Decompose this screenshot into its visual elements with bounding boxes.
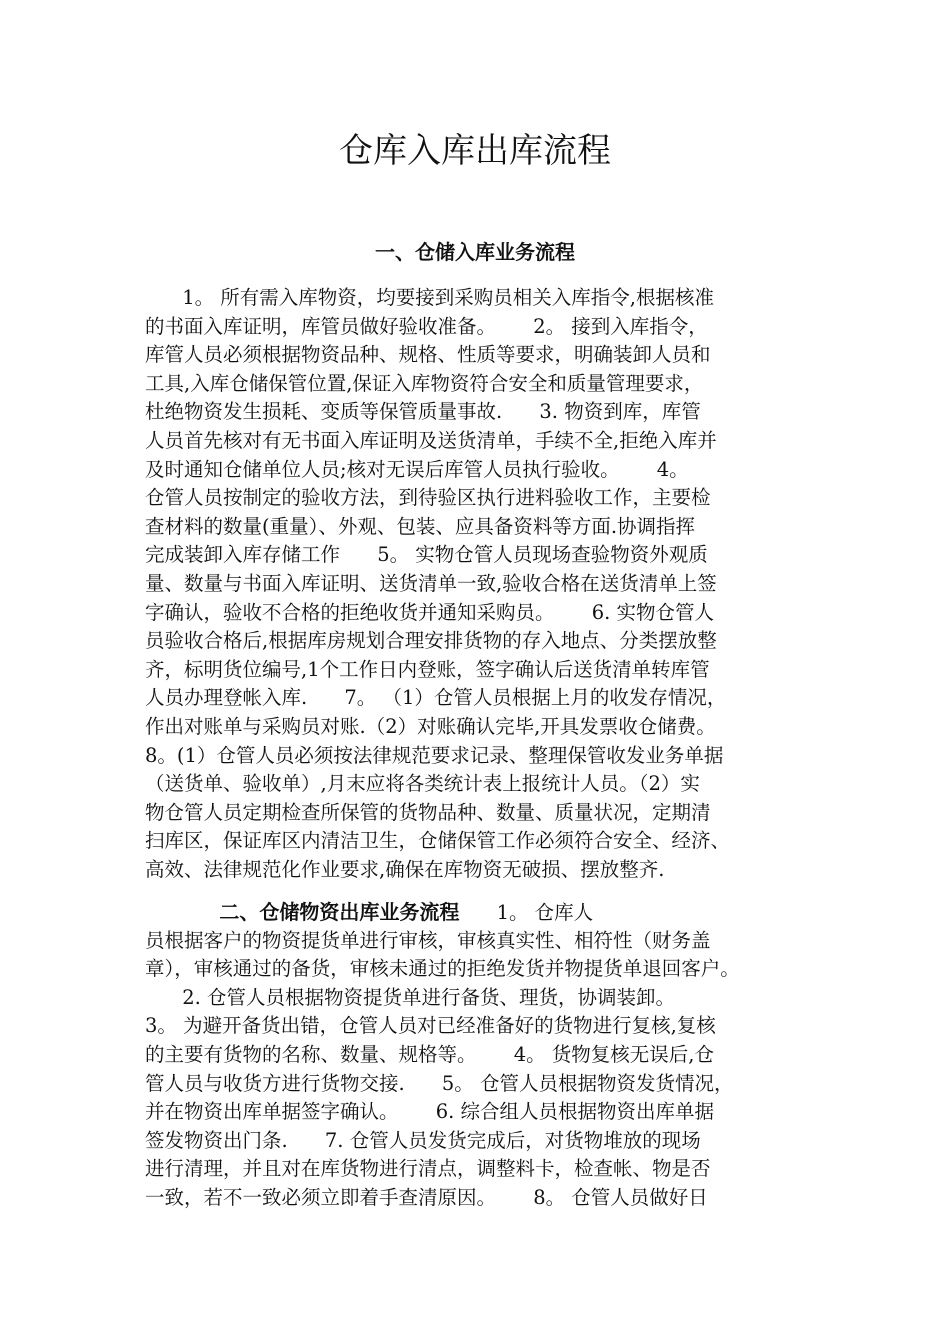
body-line: 仓管人员按制定的验收方法，到待验区执行进料验收工作，主要检	[145, 486, 711, 510]
body-line: （送货单、验收单）,月末应将各类统计表上报统计人员。（2）实	[145, 772, 700, 796]
body-line: 2. 仓管人员根据物资提货单进行备货、理货，协调装卸。	[145, 985, 675, 1009]
section-body-outbound	[145, 898, 825, 1213]
body-line: 扫库区，保证库区内清洁卫生，仓储保管工作必须符合安全、经济、	[145, 829, 731, 853]
body-line: 3。 为避开备货出错，仓管人员对已经准备好的货物进行复核,复核	[145, 1014, 716, 1038]
body-line: 签发物资出门条. 7. 仓管人员发货完成后，对货物堆放的现场	[145, 1128, 701, 1152]
body-line: 完成装卸入库存储工作 5。 实物仓管人员现场查验物资外观质	[145, 543, 708, 567]
body-line: 进行清理，并且对在库货物进行清点，调整料卡，检查帐、物是否	[145, 1157, 711, 1181]
body-line: 量、数量与书面入库证明、送货清单一致,验收合格在送货清单上签	[145, 571, 717, 595]
body-line: 8。(1）仓管人员必须按法律规范要求记录、整理保管收发业务单据	[145, 743, 724, 767]
body-line: 人员首先核对有无书面入库证明及送货清单，手续不全,拒绝入库并	[145, 428, 717, 452]
document-title: 仓库入库出库流程	[339, 131, 611, 171]
body-line: 齐，标明货位编号,1个工作日内登账，签字确认后送货清单转库管	[145, 657, 710, 681]
body-line: 1。 所有需入库物资，均要接到采购员相关入库指令,根据核准	[145, 286, 714, 309]
body-line: 的主要有货物的名称、数量、规格等。 4。 货物复核无误后,仓	[145, 1042, 714, 1066]
heading-indent	[145, 901, 219, 924]
body-line: 章），审核通过的备货，审核未通过的拒绝发货并物提货单退回客户。	[145, 957, 740, 981]
body-line: 一致，若不一致必须立即着手查清原因。 8。 仓管人员做好日	[145, 1185, 708, 1209]
section-heading-inbound: 一、仓储入库业务流程	[375, 240, 575, 264]
body-line: 物仓管人员定期检查所保管的货物品种、数量、质量状况，定期清	[145, 800, 711, 824]
section-heading-outbound: 二、仓储物资出库业务流程	[219, 900, 460, 924]
body-line: 杜绝物资发生损耗、变质等保管质量事故. 3. 物资到库，库管	[145, 400, 701, 424]
section-heading-line-outbound	[145, 898, 825, 927]
body-line: 高效、法律规范化作业要求,确保在库物资无破损、摆放整齐.	[145, 857, 665, 881]
body-line: 人员办理登帐入库. 7。 （1）仓管人员根据上月的收发存情况，	[145, 686, 727, 710]
body-line: 查材料的数量(重量）、外观、包装、应具备资料等方面.协调指挥	[145, 514, 696, 538]
body-line: 员验收合格后,根据库房规划合理安排货物的存入地点、分类摆放整	[145, 629, 717, 653]
body-line: 并在物资出库单据签字确认。 6. 综合组人员根据物资出库单据	[145, 1100, 714, 1124]
section-body-inbound	[145, 284, 825, 884]
body-line: 作出对账单与采购员对账.（2）对账确认完毕,开具发票收仓储费。	[145, 714, 716, 738]
body-line: 的书面入库证明，库管员做好验收准备。 2。 接到入库指令，	[145, 314, 708, 338]
body-line: 1。 仓库人	[459, 901, 594, 924]
body-line: 工具,入库仓储保管位置,保证入库物资符合安全和质量管理要求，	[145, 371, 704, 395]
body-line: 员根据客户的物资提货单进行审核，审核真实性、相符性（财务盖	[145, 928, 711, 952]
body-line: 库管人员必须根据物资品种、规格、性质等要求，明确装卸人员和	[145, 343, 711, 367]
body-line: 管人员与收货方进行货物交接. 5。 仓管人员根据物资发货情况，	[145, 1071, 734, 1095]
body-line: 字确认，验收不合格的拒绝收货并通知采购员。 6. 实物仓管人	[145, 600, 714, 624]
body-line: 及时通知仓储单位人员;核对无误后库管人员执行验收。 4。	[145, 457, 689, 481]
